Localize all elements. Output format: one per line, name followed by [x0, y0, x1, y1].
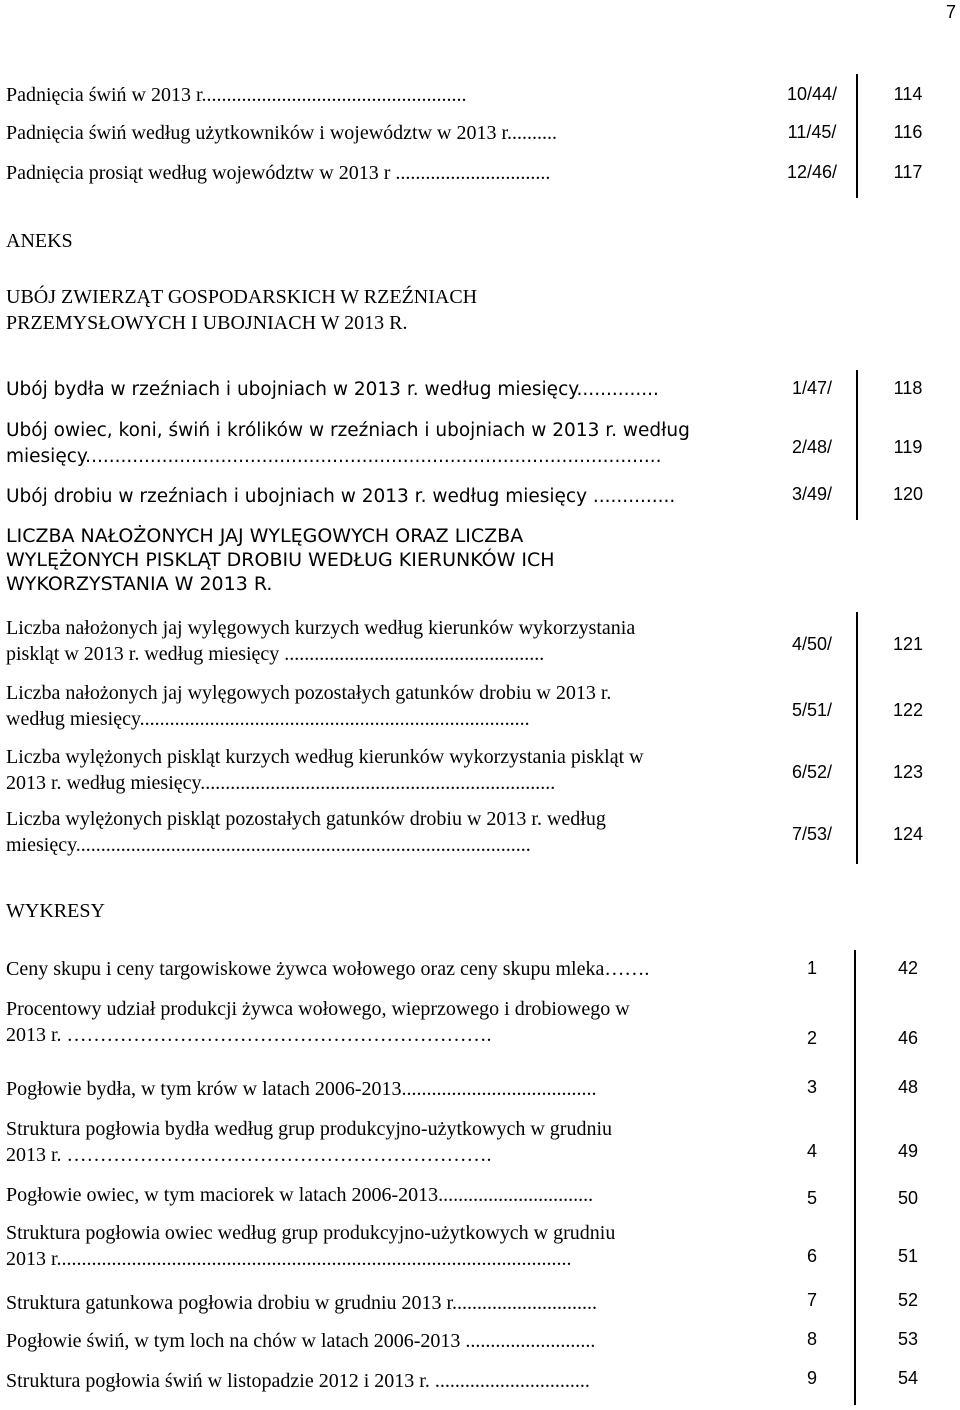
toc-entry-title: Struktura gatunkowa pogłowia drobiu w grudniu 2013 r............................. [6, 1292, 598, 1314]
toc-entry-chart: 5 [806, 1188, 817, 1208]
toc-entry-chart: 1 [806, 958, 817, 978]
toc-entry-page: 117 [893, 162, 923, 182]
toc-entry-page: 122 [892, 700, 924, 720]
toc-entry-chart: 6 [806, 1246, 817, 1266]
column-divider [856, 370, 858, 520]
toc-entry-page: 123 [892, 762, 924, 782]
toc-entry-title: Liczba nałożonych jaj wylęgowych pozostałych gatunków drobiu w 2013 r. według miesięcy.............................................................................. [6, 682, 612, 730]
toc-entry-title: Struktura pogłowia świń w listopadzie 2012 i 2013 r. ............................... [6, 1370, 590, 1392]
toc-entry-page: 114 [893, 84, 923, 104]
toc-entry-title: Ubój bydła w rzeźniach i ubojniach w 2013 r. według miesięcy.............. [6, 379, 659, 400]
toc-entry-page: 51 [897, 1246, 919, 1266]
toc-entry-chart: 4 [806, 1141, 817, 1161]
column-divider [856, 612, 858, 864]
toc-entry-table: 3/49/ [791, 484, 833, 504]
toc-entry-title: Pogłowie świń, w tym loch na chów w latach 2006-2013 .......................... [6, 1330, 596, 1352]
toc-entry-page: 52 [897, 1290, 919, 1310]
toc-entry-chart: 3 [806, 1077, 817, 1097]
toc-entry-title: Struktura pogłowia bydła według grup produkcyjno-użytkowych w grudniu 2013 r. ………………………………………………………. [6, 1118, 613, 1166]
toc-entry-page: 120 [892, 484, 924, 504]
toc-entry-title: Padnięcia prosiąt według województw w 2013 r ............................... [6, 162, 551, 184]
toc-entry-title: Liczba wylężonych piskląt kurzych według kierunków wykorzystania piskląt w 2013 r. według miesięcy....................................................................... [6, 746, 644, 794]
uboj-section-heading: UBÓJ ZWIERZĄT GOSPODARSKICH W RZEŹNIACH PRZEMYSŁOWYCH I UBOJNIACH W 2013 R. [6, 286, 478, 334]
toc-entry-title: Ceny skupu i ceny targowiskowe żywca wołowego oraz ceny skupu mleka……. [6, 958, 650, 980]
toc-entry-page: 49 [897, 1141, 919, 1161]
wykresy-heading: WYKRESY [6, 900, 105, 922]
toc-entry-title: Liczba nałożonych jaj wylęgowych kurzych według kierunków wykorzystania piskląt w 2013 r. według miesięcy .................................................... [6, 617, 636, 665]
toc-entry-page: 48 [897, 1077, 919, 1097]
toc-entry-page: 116 [893, 122, 923, 142]
toc-entry-title: Pogłowie owiec, w tym maciorek w latach 2006-2013............................... [6, 1184, 594, 1206]
toc-entry-table: 11/45/ [787, 122, 837, 142]
toc-entry-title: Pogłowie bydła, w tym krów w latach 2006-2013....................................... [6, 1078, 597, 1100]
toc-entry-page: 54 [897, 1368, 919, 1388]
toc-entry-chart: 2 [806, 1028, 817, 1048]
page-number: 7 [945, 2, 956, 22]
toc-entry-table: 4/50/ [791, 634, 833, 654]
toc-entry-title: Liczba wylężonych piskląt pozostałych gatunków drobiu w 2013 r. według miesięcy........................................................................................... [6, 808, 606, 856]
toc-entry-chart: 8 [806, 1329, 817, 1349]
toc-entry-chart: 7 [806, 1290, 817, 1310]
toc-entry-title: Procentowy udział produkcji żywca wołowego, wieprzowego i drobiowego w 2013 r. ………………………………………………………. [6, 998, 630, 1046]
toc-entry-page: 53 [897, 1329, 919, 1349]
toc-entry-table: 1/47/ [791, 378, 833, 398]
toc-entry-table: 7/53/ [791, 824, 833, 844]
aneks-heading: ANEKS [6, 230, 73, 252]
toc-entry-table: 12/46/ [786, 162, 838, 182]
toc-entry-table: 5/51/ [791, 700, 833, 720]
toc-entry-title: Struktura pogłowia owiec według grup produkcyjno-użytkowych w grudniu 2013 r....................................................................................................... [6, 1222, 616, 1270]
jaja-section-heading: LICZBA NAŁOŻONYCH JAJ WYLĘGOWYCH ORAZ LICZBA WYLĘŻONYCH PISKLĄT DROBIU WEDŁUG KIERUNKÓW ICH WYKORZYSTANIA W 2013 R. [6, 525, 555, 595]
toc-entry-chart: 9 [806, 1368, 817, 1388]
toc-entry-page: 124 [892, 824, 924, 844]
toc-entry-table: 10/44/ [786, 84, 838, 104]
toc-entry-page: 46 [897, 1028, 919, 1048]
toc-entry-title: Ubój drobiu w rzeźniach i ubojniach w 2013 r. według miesięcy .............. [6, 486, 676, 507]
toc-entry-table: 6/52/ [791, 762, 833, 782]
column-divider [854, 950, 856, 1405]
toc-entry-page: 42 [897, 958, 919, 978]
column-divider [856, 74, 858, 198]
toc-entry-page: 121 [892, 634, 924, 654]
toc-entry-page: 50 [897, 1188, 919, 1208]
toc-entry-title: Padnięcia świń w 2013 r..................................................... [6, 84, 467, 106]
toc-entry-page: 118 [893, 378, 923, 398]
toc-entry-page: 119 [893, 437, 923, 457]
toc-entry-title: Padnięcia świń według użytkowników i województw w 2013 r.......... [6, 122, 558, 144]
toc-entry-table: 2/48/ [791, 437, 833, 457]
toc-entry-title: Ubój owiec, koni, świń i królików w rzeźniach i ubojniach w 2013 r. według miesięcy.................................................................................................. [6, 420, 690, 467]
